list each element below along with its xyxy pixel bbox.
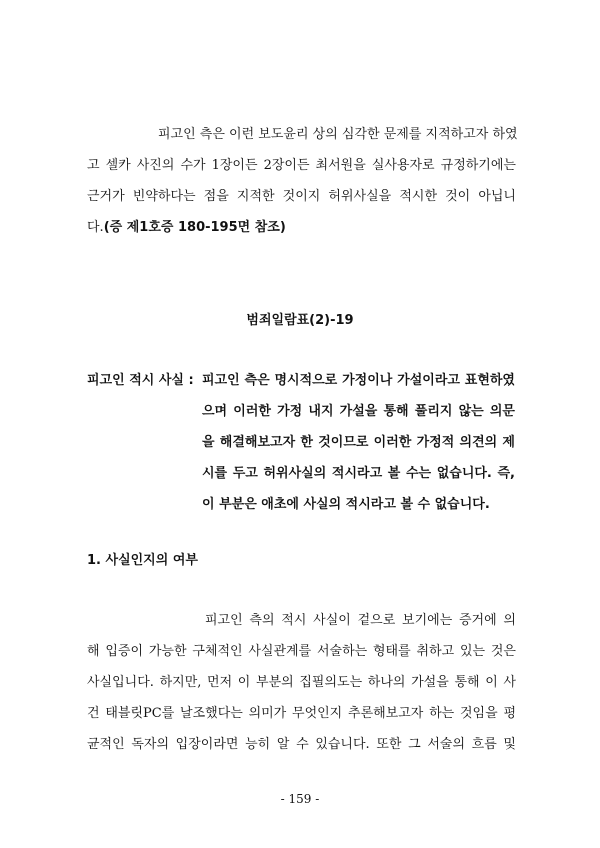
statement-line: 을 해결해보고자 한 것이므로 이러한 가정적 의견의 제 — [202, 435, 515, 450]
body-line: 균적인 독자의 입장이라면 능히 알 수 있습니다. 또한 그 서술의 흐름 및 — [87, 737, 516, 752]
intro-line: 피고인 측은 이런 보도윤리 상의 심각한 문제를 지적하고자 하였 — [158, 127, 518, 142]
intro-line: 다. — [87, 220, 104, 235]
statement-label: 피고인 적시 사실 : — [87, 373, 194, 388]
statement-line: 시를 두고 허위사실의 적시라고 볼 수는 없습니다. 즉, — [202, 466, 515, 481]
page-number: - 159 - — [280, 792, 320, 806]
body-line: 건 태블릿PC를 날조했다는 의미가 무엇인지 추론해보고자 하는 것임을 평 — [87, 706, 516, 721]
intro-line: 고 셀카 사진의 수가 1장이든 2장이든 최서원을 실사용자로 규정하기에는 — [87, 158, 516, 173]
statement-line: 피고인 측은 명시적으로 가정이나 가설이라고 표현하였 — [202, 373, 515, 388]
evidence-reference: (증 제1호증 180-195면 참조) — [103, 220, 286, 235]
intro-line: 근거가 빈약하다는 점을 지적한 것이지 허위사실을 적시한 것이 아닙니 — [87, 189, 516, 204]
statement-line: 이 부분은 애초에 사실의 적시라고 볼 수 없습니다. — [202, 497, 490, 512]
section-heading: 1. 사실인지의 여부 — [87, 553, 198, 568]
body-line: 피고인 측의 적시 사실이 겉으로 보기에는 증거에 의 — [205, 613, 516, 628]
table-title: 범죄일람표(2)-19 — [246, 313, 354, 328]
body-line: 사실입니다. 하지만, 먼저 이 부분의 집필의도는 하나의 가설을 통해 이 사 — [87, 675, 516, 690]
body-line: 해 입증이 가능한 구체적인 사실관계를 서술하는 형태를 취하고 있는 것은 — [87, 644, 516, 659]
statement-line: 으며 이러한 가정 내지 가설을 통해 풀리지 않는 의문 — [202, 404, 515, 419]
intro-last-line — [87, 219, 286, 237]
